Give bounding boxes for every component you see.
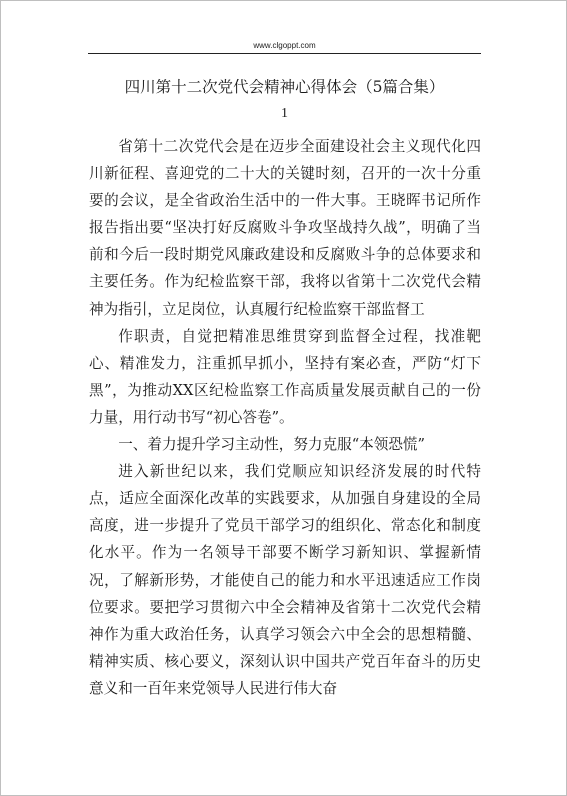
header-site-url: www.clgoppt.com [253, 41, 316, 50]
header-rule [88, 53, 481, 54]
section-number: 1 [281, 106, 288, 121]
paragraph: 作职责，自觉把精准思维贯穿到监督全过程，找准靶心、精准发力，注重抓早抓小，坚持有案必查，严防“灯下黑”，为推动XX区纪检监察工作高质量发展贡献自己的一份力量，用行动书写“初心答卷”。 [89, 327, 481, 426]
document-title: 四川第十二次党代会精神心得体会（5篇合集） [124, 78, 445, 96]
paragraph: 省第十二次党代会是在迈步全面建设社会主义现代化四川新征程、喜迎党的二十大的关键时刻，召开的一次十分重要的会议，是全省政治生活中的一件大事。王晓晖书记所作报告指出要“坚决打好反腐败斗争攻坚战持久战”，明确了当前和今后一段时期党风廉政建设和反腐败斗争的总体要求和主要任务。作为纪检监察干部，我将以省第十二次党代会精神为指引，立足岗位，认真履行纪检监察干部监督工 [89, 138, 481, 318]
section-heading: 一、着力提升学习主动性，努力克服“本领恐慌” [118, 436, 425, 454]
document-body [89, 133, 481, 702]
paragraph: 进入新世纪以来，我们党顺应知识经济发展的时代特点，适应全面深化改革的实践要求，从加强自身建设的全局高度，进一步提升了党员干部学习的组织化、常态化和制度化水平。作为一名领导干部要不断学习新知识、掌握新情况，了解新形势，才能使自己的能力和水平迅速适应工作岗位要求。要把学习贯彻六中全会精神及省第十二次党代会精神作为重大政治任务，认真学习领会六中全会的思想精髓、精神实质、核心要义，深刻认识中国共产党百年奋斗的历史意义和一百年来党领导人民进行伟大奋 [89, 463, 481, 697]
